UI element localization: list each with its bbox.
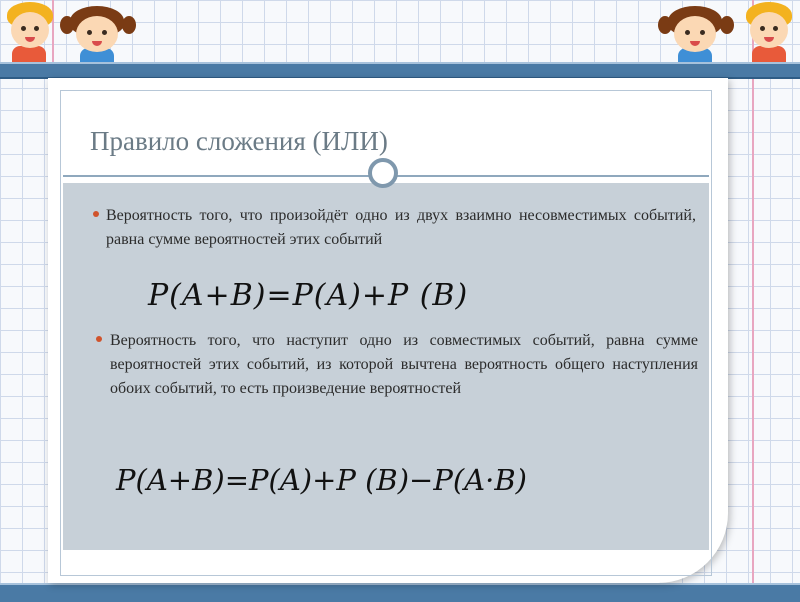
- bullet-dot-icon: [96, 336, 102, 342]
- margin-line-right: [752, 0, 754, 600]
- bottom-band: [0, 583, 800, 602]
- slide-title: Правило сложения (ИЛИ): [90, 126, 388, 156]
- boy-body: [12, 46, 46, 62]
- children-illustration-right: [656, 0, 800, 62]
- pigtail-right: [122, 16, 136, 34]
- separator-ring-icon: [368, 158, 398, 188]
- formula-incompatible: P(A+B)=P(A)+P (B): [148, 278, 469, 313]
- children-illustration-left: [0, 0, 140, 62]
- boy-face-icon: [750, 12, 788, 48]
- rule-text-incompatible: Вероятность того, что произойдёт одно из двух взаимно несовместимых событий, равна сумме вероятностей этих событий: [106, 207, 696, 248]
- girl-face-icon: [76, 16, 118, 52]
- boy-face-icon: [11, 12, 49, 48]
- top-band: [0, 62, 800, 79]
- formula-compatible: P(A+B)=P(A)+P (B)−P(A·B): [116, 463, 527, 497]
- boy-body: [752, 46, 786, 62]
- pigtail-right: [720, 16, 734, 34]
- bullet-dot-icon: [93, 211, 99, 217]
- rule-text-compatible: Вероятность того, что наступит одно из совместимых событий, равна сумме вероятностей этих событий, из которой вычтена вероятность общего наступления обоих событий, то есть произведение вероятностей: [110, 332, 698, 397]
- girl-face-icon: [674, 16, 716, 52]
